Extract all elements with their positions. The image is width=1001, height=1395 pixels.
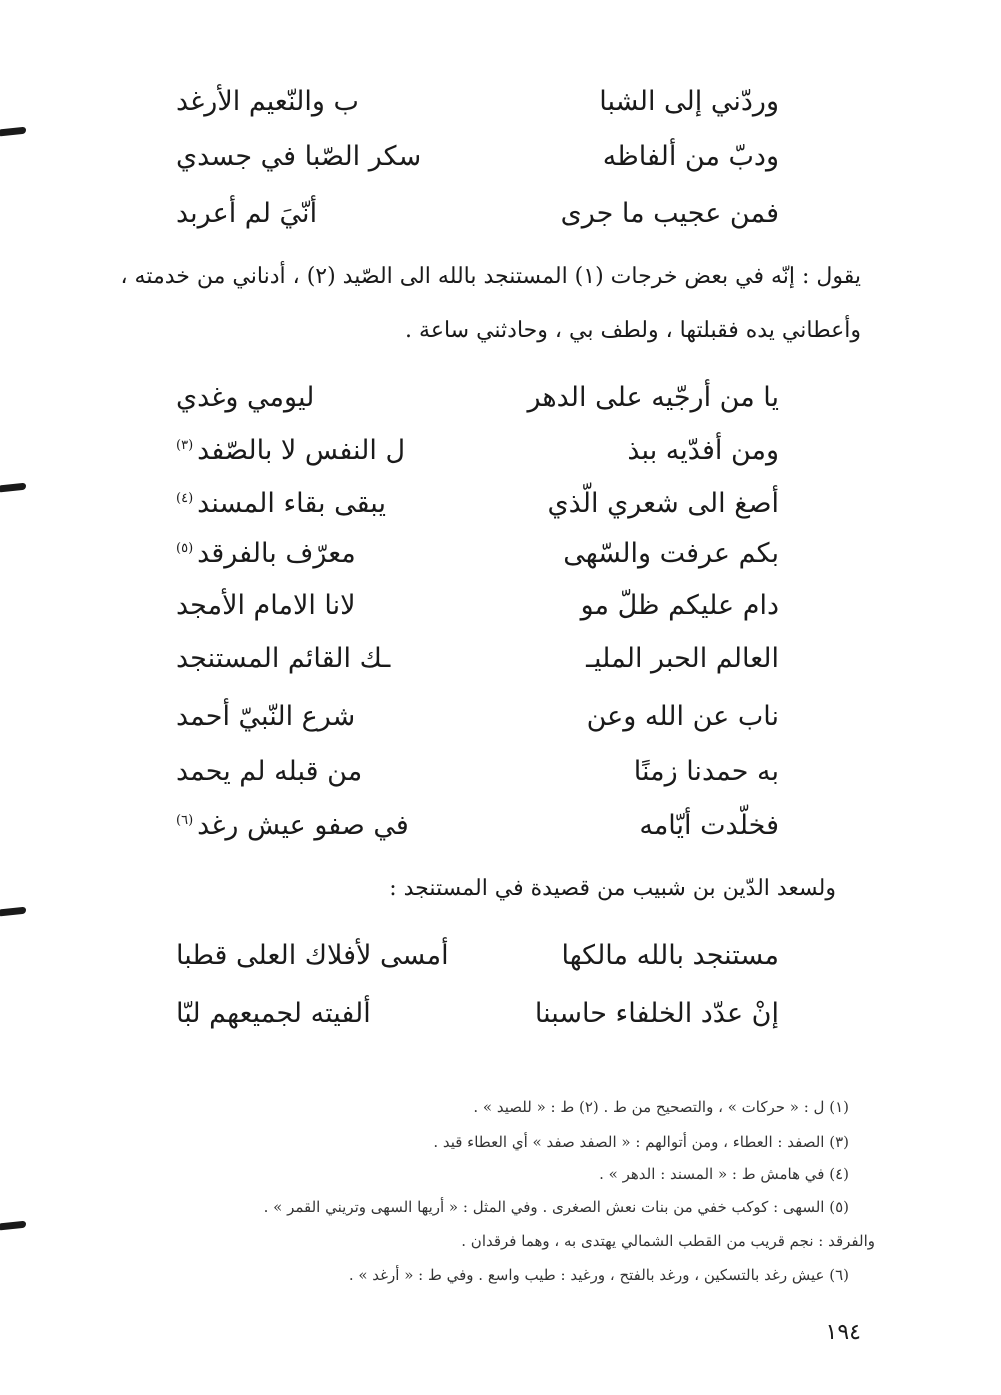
intro-line: ولسعد الدّين بن شبيب من قصيدة في المستنجد : <box>389 876 836 901</box>
poem2-line2-first-hemistich: ومن أفدّيه ببذ <box>627 435 779 466</box>
poem2-line1-first-hemistich: يا من أرجّيه على الدهر <box>527 382 779 413</box>
poem2-line9-first-hemistich: فخلّدت أيّامه <box>639 810 779 841</box>
poem3-line1-second-hemistich: أمسى لأفلاك العلى قطبا <box>176 940 449 971</box>
footnote-4: (٤) في هامش ط : « المسند : الدهر » . <box>599 1165 849 1183</box>
footnote-5-continuation: والفرقد : نجم قريب من القطب الشمالي يهتدى به ، وهما فرقدان . <box>461 1232 875 1250</box>
margin-mark <box>0 907 26 917</box>
hemistich-text: في صفو عيش رغد <box>197 810 409 841</box>
footnote-1-2: (١) ل : « حركات » ، والتصحيح من ط . (٢) ط : « للصيد » . <box>473 1098 849 1116</box>
prose-line-1: يقول : إنّه في بعض خرجات (١) المستنجد بالله الى الصّيد (٢) ، أدناني من خدمته ، <box>120 264 861 289</box>
poem2-line7-second-hemistich: شرع النّبيّ أحمد <box>176 701 356 732</box>
page-number: ١٩٤ <box>825 1320 861 1345</box>
poem1-line2-first-hemistich: ودبّ من ألفاظه <box>602 141 779 172</box>
poem2-line4-first-hemistich: بكم عرفت والسّهى <box>563 538 779 569</box>
poem2-line7-first-hemistich: ناب عن الله وعن <box>586 701 779 732</box>
prose-line-2: وأعطاني يده فقبلتها ، ولطف بي ، وحادثني ساعة . <box>405 318 861 343</box>
poem2-line6-second-hemistich: ـك القائم المستنجد <box>176 643 391 674</box>
poem3-line2-second-hemistich: ألفيته لجميعهم لبّا <box>176 998 371 1029</box>
poem3-line1-first-hemistich: مستنجد بالله مالكها <box>561 940 779 971</box>
poem2-line9-second-hemistich <box>176 812 476 839</box>
footnote-reference: (٥) <box>176 541 194 556</box>
footnote-6: (٦) عيش رغد بالتسكين ، ورغد بالفتح ، ورغيد : طيب واسع . وفي ط : « أرغد » . <box>348 1266 849 1284</box>
poem2-line2-second-hemistich <box>176 437 476 464</box>
footnote-reference: (٦) <box>176 813 194 828</box>
hemistich-text: معرّف بالفرقد <box>197 538 356 569</box>
margin-mark <box>0 483 26 493</box>
footnote-5: (٥) السهى : كوكب خفي من بنات نعش الصغرى . وفي المثل : « أريها السهى وتريني القمر » . <box>263 1198 849 1216</box>
poem2-line6-first-hemistich: العالم الحبر المليـ <box>586 643 779 674</box>
poem2-line3-first-hemistich: أصغ الى شعري الّذي <box>547 488 779 519</box>
poem2-line8-first-hemistich: به حمدنا زمنًا <box>633 756 779 787</box>
poem2-line8-second-hemistich: من قبله لم يحمد <box>176 756 363 787</box>
margin-mark <box>0 127 26 137</box>
poem3-line2-first-hemistich: إنْ عدّد الخلفاء حاسبنا <box>534 998 779 1029</box>
footnote-reference: (٣) <box>176 438 194 453</box>
poem2-line1-second-hemistich: ليومي وغدي <box>176 382 315 413</box>
poem1-line1-first-hemistich: وردّني إلى الشبا <box>599 86 779 117</box>
margin-mark <box>0 1221 26 1231</box>
poem1-line3-second-hemistich: أنّيَ لم أعربد <box>176 198 318 229</box>
footnote-reference: (٤) <box>176 491 194 506</box>
poem2-line4-second-hemistich <box>176 540 476 567</box>
poem2-line3-second-hemistich <box>176 490 476 517</box>
footnote-3: (٣) الصفد : العطاء ، ومن أتوالهم : « الصفد صفد » أي العطاء قيد . <box>433 1133 849 1151</box>
poem1-line1-second-hemistich: ب والنّعيم الأرغد <box>176 86 359 117</box>
hemistich-text: ل النفس لا بالصّفد <box>197 435 406 466</box>
hemistich-text: يبقى بقاء المسند <box>197 488 386 519</box>
poem1-line2-second-hemistich: سكر الصّبا في جسدي <box>176 141 422 172</box>
poem2-line5-first-hemistich: دام عليكم ظلّ مو <box>580 590 779 621</box>
poem2-line5-second-hemistich: لانا الامام الأمجد <box>176 590 356 621</box>
poem1-line3-first-hemistich: فمن عجيب ما جرى <box>560 198 779 229</box>
